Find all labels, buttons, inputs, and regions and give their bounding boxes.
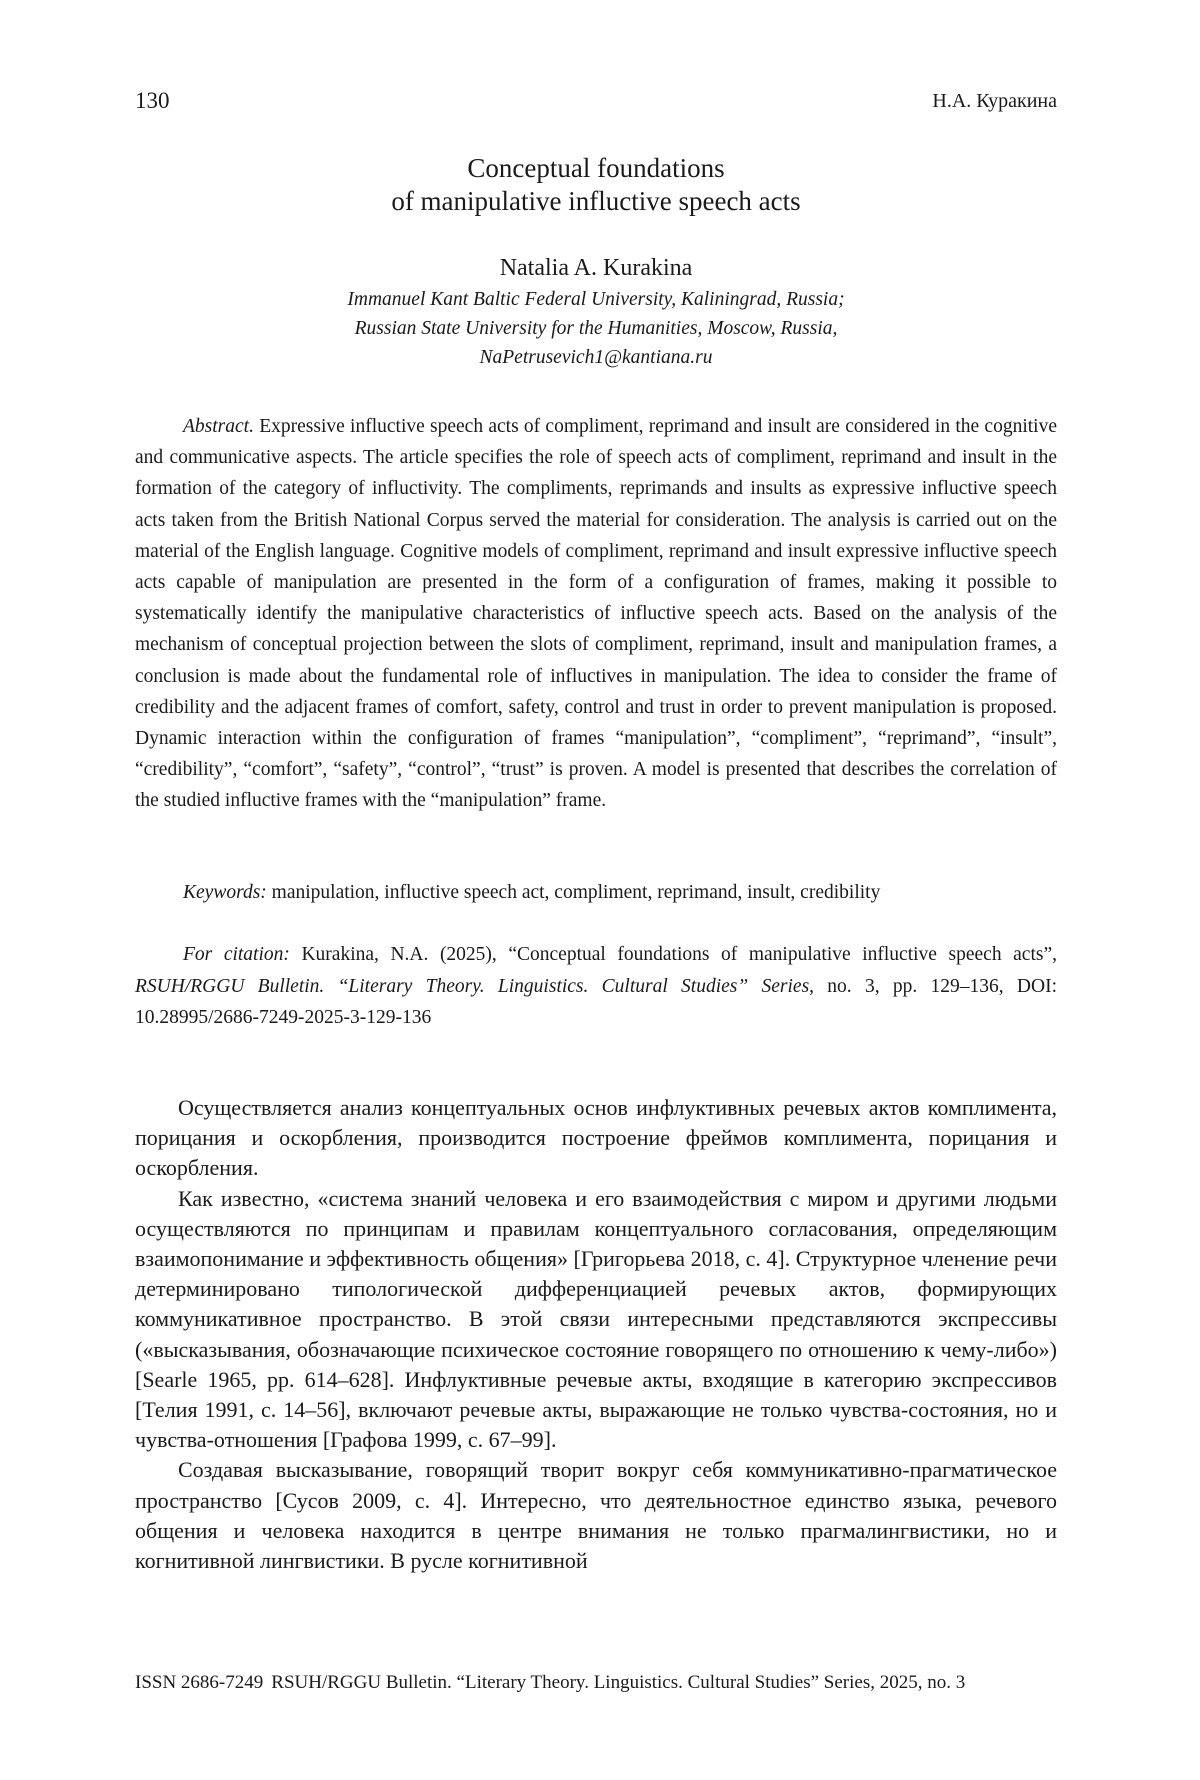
keywords-label: Keywords:: [183, 882, 267, 903]
affiliation-line: Immanuel Kant Baltic Federal University, Kaliningrad, Russia;: [347, 289, 845, 310]
citation: [135, 939, 1057, 1034]
affiliation-line: Russian State University for the Humanities, Moscow, Russia,: [354, 318, 838, 339]
body-text: [135, 1093, 1057, 1576]
body-paragraph: Создавая высказывание, говорящий творит вокруг себя коммуникативно-прагматическое пространство [Сусов 2009, с. 4]. Интересно, что деятельностное единство языка, речевого общения и человека находится в центре внимания не только прагмалингвистики, но и когнитивной лингвистики. В русле когнитивной: [135, 1457, 1057, 1574]
citation-journal: RSUH/RGGU Bulletin. “Literary Theory. Linguistics. Cultural Studies” Series: [135, 975, 810, 997]
title-line-1: Conceptual foundations: [467, 153, 725, 183]
body-paragraph: Осуществляется анализ концептуальных основ инфлуктивных речевых актов комплимента, порицания и оскорбления, производится построение фреймов комплимента, порицания и оскорбления.: [135, 1095, 1057, 1181]
page-number: 130: [135, 88, 170, 113]
abstract-text: Expressive influctive speech acts of compliment, reprimand and insult are considered in the cognitive and communicative aspects. The article specifies the role of speech acts of compliment, reprimand and insult in the formation of the category of influctivity. The compliments, reprimands and insults as expressive influctive speech acts taken from the British National Corpus served the material for consideration. The analysis is carried out on the material of the English language. Cognitive models of compliment, reprimand and insult expressive influctive speech acts capable of manipulation are presented in the form of a configuration of frames, making it possible to systematically identify the manipulative characteristics of influctive speech acts. Based on the analysis of the mechanism of conceptual projection between the slots of compliment, reprimand, insult and manipulation frames, a conclusion is made about the fundamental role of influctives in manipulation. The idea to consider the frame of credibility and the adjacent frames of comfort, safety, control and trust in order to prevent manipulation is proposed. Dynamic interaction within the configuration of frames “manipulation”, “compliment”, “reprimand”, “insult”, “credibility”, “comfort”, “safety”, “control”, “trust” is proven. A model is presented that describes the correlation of the studied influctive frames with the “manipulation” frame.: [135, 416, 1057, 812]
author-email: NaPetrusevich1@kantiana.ru: [479, 347, 713, 368]
keywords-text: manipulation, influctive speech act, compliment, reprimand, insult, credibility: [266, 882, 881, 903]
footer-issn: ISSN 2686-7249: [135, 1672, 264, 1693]
abstract: [135, 411, 1057, 817]
abstract-label: Abstract.: [183, 416, 254, 437]
citation-paragraph: [135, 939, 1057, 1034]
footer-journal: RSUH/RGGU Bulletin. “Literary Theory. Linguistics. Cultural Studies” Series, 2025, no. 3: [271, 1672, 966, 1693]
running-author: Н.А. Куракина: [932, 90, 1057, 112]
running-footer: [135, 1670, 1057, 1696]
keywords: [135, 877, 1057, 908]
running-header: [135, 88, 1057, 118]
title-line-2: of manipulative influctive speech acts: [391, 186, 801, 216]
abstract-paragraph: [135, 411, 1057, 817]
citation-details: , no. 3, pp. 129–136, DOI: 10.28995/2686-7249-2025-3-129-136: [135, 975, 1057, 1028]
citation-label: For citation:: [183, 944, 290, 965]
author-name: Natalia A. Kurakina: [499, 255, 693, 281]
citation-text: Kurakina, N.A. (2025), “Conceptual foundations of manipulative influctive speech acts”,: [289, 944, 1057, 965]
author-block: [135, 251, 1057, 372]
body-paragraph: Как известно, «система знаний человека и его взаимодействия с миром и другими людьми осуществляются по принципам и правилам концептуального согласования, определяющим взаимопонимание и эффективность общения» [Григорьева 2018, с. 4]. Структурное членение речи детерминировано типологической дифференциацией речевых актов, формирующих коммуникативное пространство. В этой связи интересными представляются экспрессивы («высказывания, обозначающие психическое состояние говорящего по отношению к чему-либо») [Searle 1965, pp. 614–628]. Инфлуктивные речевые акты, входящие в категорию экспрессивов [Телия 1991, с. 14–56], включают речевые акты, выражающие не только чувства-состояния, но и чувства-отношения [Графова 1999, с. 67–99].: [135, 1185, 1057, 1453]
article-title: [135, 152, 1057, 218]
